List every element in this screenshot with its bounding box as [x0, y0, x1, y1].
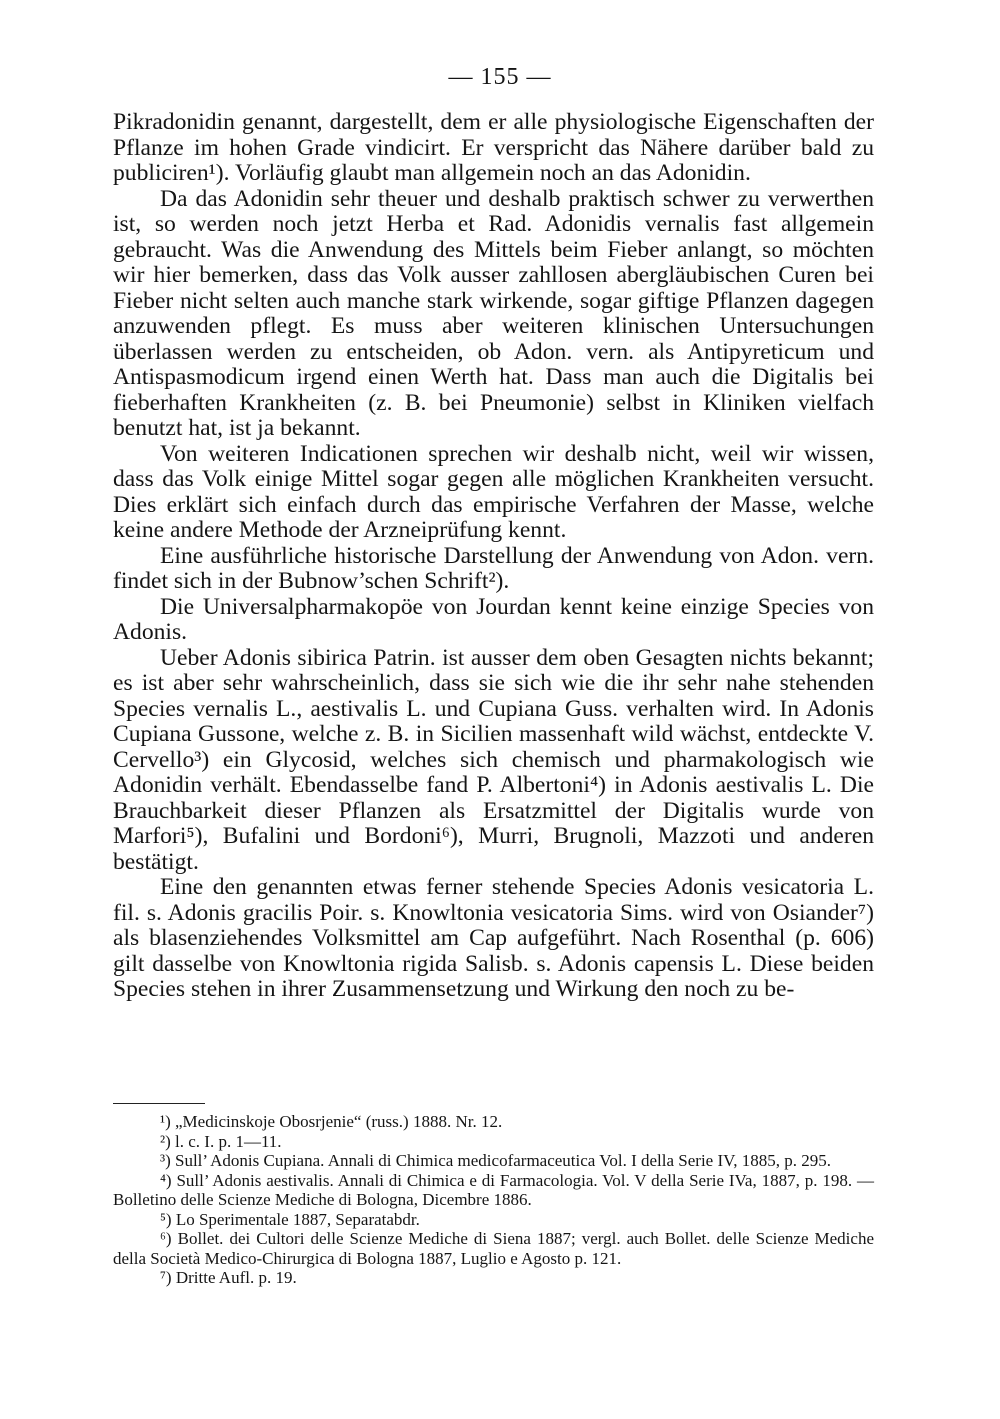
paragraph: Ueber Adonis sibirica Patrin. ist ausser dem oben Gesagten nichts bekannt; es ist aber sehr wahrscheinlich, dass sie sich wie die ihr sehr nahe stehenden Species vernalis L., aestivalis L. und Cupiana Guss. verhalten wird. In Adonis Cupiana Gussone, welche z. B. in Sicilien massenhaft wild wächst, entdeckte V. Cervello³) ein Glycosid, welches sich chemisch und pharmakologisch wie Adonidin verhält. Ebendasselbe fand P. Albertoni⁴) in Adonis aestivalis L. Die Brauchbarkeit dieser Pflanzen als Ersatzmittel der Digitalis wurde von Marfori⁵), Bufalini und Bordoni⁶), Murri, Brugnoli, Mazzoti und anderen bestätigt. [113, 644, 874, 875]
footnote: ⁶) Bollet. dei Cultori delle Scienze Mediche di Siena 1887; vergl. auch Bollet. delle Scienze Mediche della Società Medico-Chirurgica di Bologna 1887, Luglio e Agosto p. 121. [113, 1229, 874, 1268]
paragraph: Von weiteren Indicationen sprechen wir deshalb nicht, weil wir wissen, dass das Volk einige Mittel sogar gegen alle möglichen Krankheiten versucht. Dies erklärt sich einfach durch das empirische Verfahren der Masse, welche keine andere Methode der Arzneiprüfung kennt. [113, 440, 874, 543]
footnote: ⁴) Sull’ Adonis aestivalis. Annali di Chimica e di Farmacologia. Vol. V della Serie IVa, 1887, p. 198. — Bolletino delle Scienze Mediche di Bologna, Dicembre 1886. [113, 1170, 874, 1209]
footnote: ⁵) Lo Sperimentale 1887, Separatabdr. [160, 1209, 420, 1229]
paragraph: Eine den genannten etwas ferner stehende Species Adonis vesicatoria L. fil. s. Adonis gracilis Poir. s. Knowltonia vesicatoria Sims. wird von Osiander⁷) als blasenziehendes Volksmittel am Cap aufgeführt. Nach Rosenthal (p. 606) gilt dasselbe von Knowltonia rigida Salisb. s. Adonis capensis L. Diese beiden Species stehen in ihrer Zusammensetzung und Wirkung den noch zu be- [113, 874, 874, 1002]
paragraph: Pikradonidin genannt, dargestellt, dem er alle physiologische Eigenschaften der Pflanze im hohen Grade vindicirt. Er verspricht das Nähere darüber bald zu publiciren¹). Vorläufig glaubt man allgemein noch an das Adonidin. [113, 109, 874, 186]
paragraph: Die Universalpharmakopöe von Jourdan kennt keine einzige Species von Adonis. [113, 593, 874, 645]
footnote: ⁷) Dritte Aufl. p. 19. [160, 1268, 297, 1287]
footnote: ²) l. c. I. p. 1—11. [160, 1131, 282, 1151]
footnote: ³) Sull’ Adonis Cupiana. Annali di Chimica medicofarmaceutica Vol. I della Serie IV, 1885, p. 295. [160, 1151, 831, 1170]
main-text [113, 110, 874, 1003]
footnotes [113, 1112, 874, 1288]
paragraph: Eine ausführliche historische Darstellung der Anwendung von Adon. vern. findet sich in der Bubnow’schen Schrift²). [113, 542, 874, 594]
footnote-divider [113, 1103, 205, 1104]
page-number: — 155 — [448, 64, 552, 90]
paragraph: Da das Adonidin sehr theuer und deshalb praktisch schwer zu verwerthen ist, so werden noch jetzt Herba et Rad. Adonidis vernalis fast allgemein gebraucht. Was die Anwendung des Mittels beim Fieber anlangt, so möchten wir hier bemerken, dass das Volk ausser zahllosen abergläubischen Curen bei Fieber nicht selten auch manche stark wirkende, sogar giftige Pflanzen dagegen anzuwenden pflegt. Es muss aber weiteren klinischen Untersuchungen überlassen werden zu entscheiden, ob Adon. vern. als Antipyreticum und Antispasmodicum irgend einen Werth hat. Dass man auch die Digitalis bei fieberhaften Krankheiten (z. B. bei Pneumonie) selbst in Kliniken vielfach benutzt hat, ist ja bekannt. [113, 185, 874, 441]
footnote: ¹) „Medicinskoje Obosrjenie“ (russ.) 1888. Nr. 12. [160, 1112, 503, 1131]
